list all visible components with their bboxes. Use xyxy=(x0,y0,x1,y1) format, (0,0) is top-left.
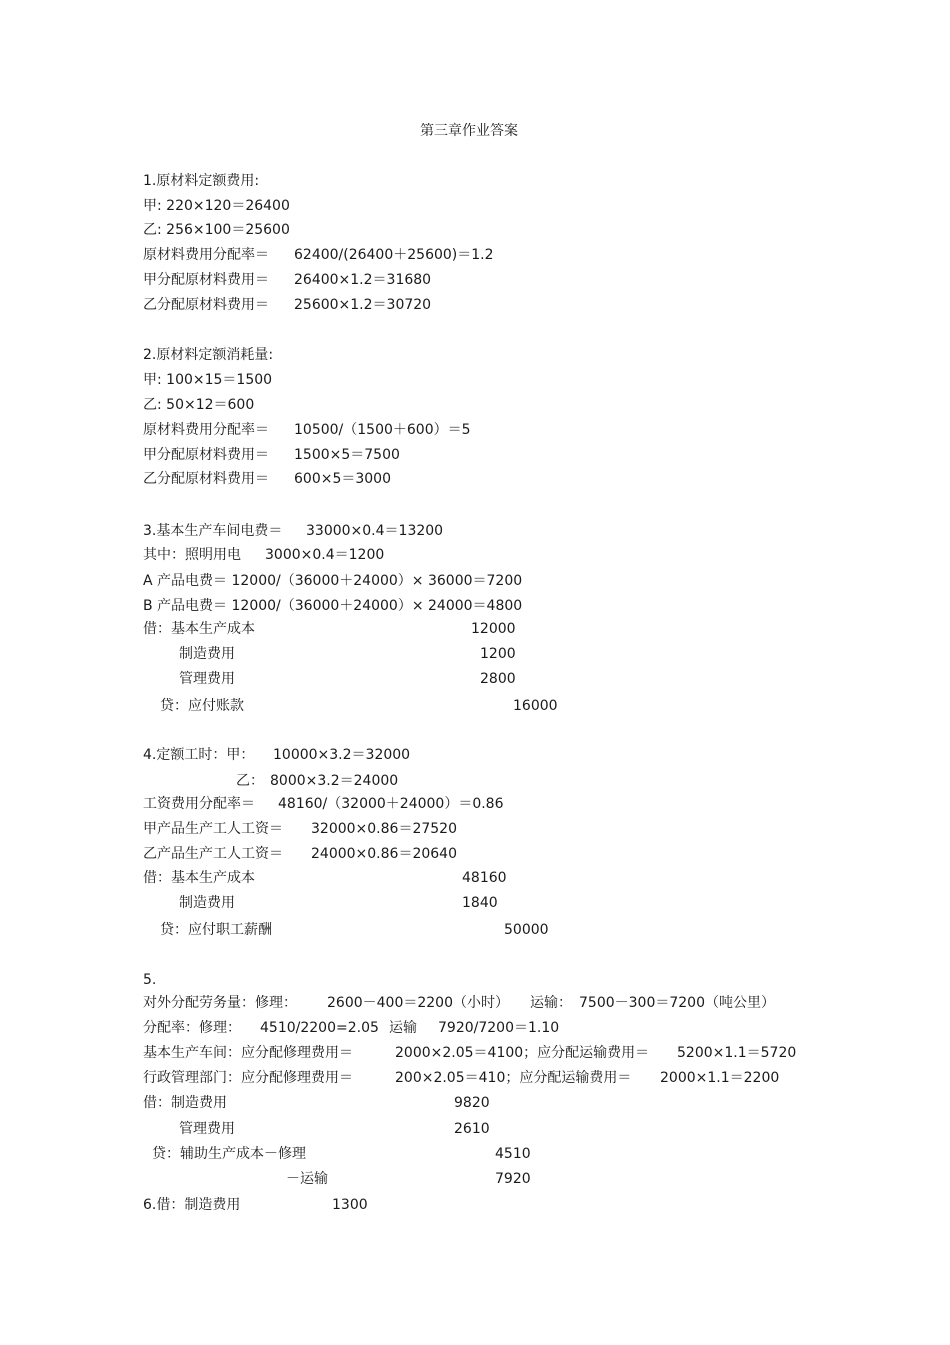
s3-journal-2-amount: 1200 xyxy=(480,646,516,662)
s3-line-1-label: 3.基本生产车间电费＝ xyxy=(143,523,283,539)
s1-heading: 1.原材料定额费用: xyxy=(143,173,260,189)
s4-line-4-value: 32000×0.86＝27520 xyxy=(311,821,457,837)
s4-line-4-label: 甲产品生产工人工资＝ xyxy=(143,821,283,837)
s5-journal-3-account: 贷：辅助生产成本－修理 xyxy=(152,1146,306,1162)
s4-journal-3-account: 贷：应付职工薪酬 xyxy=(160,922,272,938)
s4-journal-3-amount: 50000 xyxy=(504,922,549,938)
s2-line-5-label: 乙分配原材料费用＝ xyxy=(143,471,269,487)
s5-line-3-mid: 2000×2.05＝4100；应分配运输费用＝ xyxy=(395,1045,650,1061)
s5-line-1-repair: 2600－400＝2200（小时） xyxy=(327,995,509,1011)
s4-journal-1-amount: 48160 xyxy=(462,870,507,886)
s1-line-5-value: 25600×1.2＝30720 xyxy=(294,297,432,313)
s5-journal-2-amount: 2610 xyxy=(454,1121,490,1137)
s1-line-1: 甲: 220×120＝26400 xyxy=(143,198,290,214)
s5-line-3-label: 基本生产车间：应分配修理费用＝ xyxy=(143,1045,353,1061)
s5-heading: 5. xyxy=(143,972,157,988)
s4-journal-2-account: 制造费用 xyxy=(179,895,235,911)
s1-line-2: 乙: 256×100＝25600 xyxy=(143,222,290,238)
s3-journal-4-amount: 16000 xyxy=(513,698,558,714)
s1-line-3-value: 62400/(26400＋25600)＝1.2 xyxy=(294,247,494,263)
s4-line-2-value: 8000×3.2＝24000 xyxy=(270,773,399,789)
s5-line-2-transport-label: 运输 xyxy=(389,1020,417,1036)
s3-journal-3-account: 管理费用 xyxy=(179,671,235,687)
s5-line-2-label: 分配率：修理： xyxy=(143,1020,241,1036)
s3-line-2-label: 其中：照明用电 xyxy=(143,547,241,563)
s5-line-1-transport: 7500－300＝7200（吨公里） xyxy=(579,995,775,1011)
s1-line-4-value: 26400×1.2＝31680 xyxy=(294,272,432,288)
s3-journal-2-account: 制造费用 xyxy=(179,646,235,662)
s3-journal-4-account: 贷：应付账款 xyxy=(160,698,244,714)
page-title: 第三章作业答案 xyxy=(420,123,518,139)
s5-line-4-mid: 200×2.05＝410；应分配运输费用＝ xyxy=(395,1070,632,1086)
s4-line-5-label: 乙产品生产工人工资＝ xyxy=(143,846,283,862)
s5-journal-2-account: 管理费用 xyxy=(179,1121,235,1137)
s5-line-4-label: 行政管理部门：应分配修理费用＝ xyxy=(143,1070,353,1086)
s5-journal-1-amount: 9820 xyxy=(454,1095,490,1111)
s6-journal-1-amount: 1300 xyxy=(332,1197,368,1213)
s4-line-3-value: 48160/（32000＋24000）＝0.86 xyxy=(278,796,504,812)
s5-journal-4-amount: 7920 xyxy=(495,1171,531,1187)
s2-line-4-value: 1500×5＝7500 xyxy=(294,447,400,463)
s3-journal-3-amount: 2800 xyxy=(480,671,516,687)
s4-journal-2-amount: 1840 xyxy=(462,895,498,911)
s3-line-4: B 产品电费＝ 12000/（36000＋24000）× 24000＝4800 xyxy=(143,598,523,614)
s3-line-3: A 产品电费＝ 12000/（36000＋24000）× 36000＝7200 xyxy=(143,573,523,589)
s4-line-5-value: 24000×0.86＝20640 xyxy=(311,846,457,862)
s1-line-3-label: 原材料费用分配率＝ xyxy=(143,247,269,263)
s2-heading: 2.原材料定额消耗量: xyxy=(143,347,274,363)
s1-line-5-label: 乙分配原材料费用＝ xyxy=(143,297,269,313)
s5-line-2-repair: 4510/2200=2.05 xyxy=(260,1020,379,1036)
s1-line-4-label: 甲分配原材料费用＝ xyxy=(143,272,269,288)
s4-line-3-label: 工资费用分配率＝ xyxy=(143,796,255,812)
s3-journal-1-amount: 12000 xyxy=(471,621,516,637)
s2-line-1: 甲: 100×15＝1500 xyxy=(143,372,273,388)
s3-line-2-value: 3000×0.4＝1200 xyxy=(265,547,385,563)
s4-journal-1-account: 借：基本生产成本 xyxy=(143,870,255,886)
s2-line-3-value: 10500/（1500＋600）＝5 xyxy=(294,422,471,438)
s5-line-1-transport-label: 运输： xyxy=(530,995,572,1011)
s5-line-2-transport: 7920/7200＝1.10 xyxy=(438,1020,560,1036)
s2-line-2: 乙: 50×12＝600 xyxy=(143,397,255,413)
s2-line-5-value: 600×5＝3000 xyxy=(294,471,391,487)
s6-journal-1-account: 6.借：制造费用 xyxy=(143,1197,241,1213)
s3-journal-1-account: 借：基本生产成本 xyxy=(143,621,255,637)
s4-line-1-value: 10000×3.2＝32000 xyxy=(273,747,411,763)
s5-line-4-end: 2000×1.1＝2200 xyxy=(660,1070,780,1086)
s5-line-3-end: 5200×1.1＝5720 xyxy=(677,1045,797,1061)
s5-line-1-label: 对外分配劳务量：修理： xyxy=(143,995,297,1011)
s5-journal-3-amount: 4510 xyxy=(495,1146,531,1162)
s4-line-2-label: 乙： xyxy=(236,773,264,789)
s5-journal-1-account: 借：制造费用 xyxy=(143,1095,227,1111)
s2-line-4-label: 甲分配原材料费用＝ xyxy=(143,447,269,463)
s4-line-1-label: 4.定额工时：甲： xyxy=(143,747,255,763)
s2-line-3-label: 原材料费用分配率＝ xyxy=(143,422,269,438)
s3-line-1-value: 33000×0.4＝13200 xyxy=(306,523,444,539)
s5-journal-4-account: －运输 xyxy=(286,1171,328,1187)
